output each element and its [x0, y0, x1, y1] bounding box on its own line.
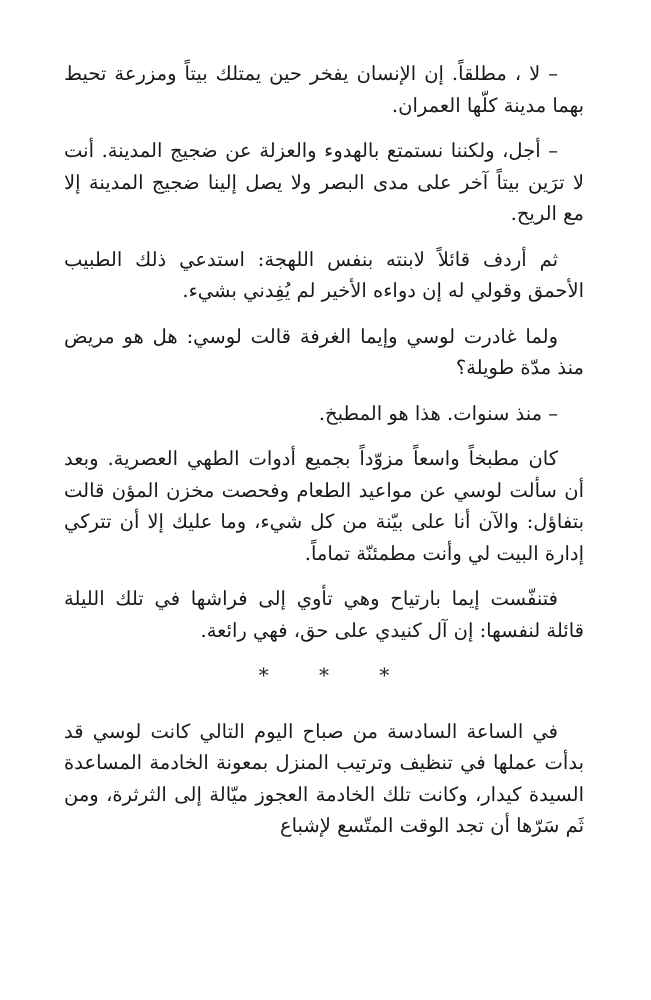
narrative-paragraph-4: ولما غادرت لوسي وإيما الغرفة قالت لوسي: هل هو مريض منذ مدّة طويلة؟ — [64, 324, 584, 379]
dialogue-paragraph-5: – منذ سنوات. هذا هو المطبخ. — [318, 401, 558, 425]
final-paragraph: في الساعة السادسة من صباح اليوم التالي كانت لوسي قد بدأت عملها في تنظيف وترتيب المنزل بمعونة الخادمة المساعدة السيدة كيدار، وكانت تلك الخادمة العجوز ميّالة إلى الثرثرة، ومن ثَم سَرّها أن تجد الوقت المتّسع لإشباع — [64, 719, 584, 837]
dialogue-paragraph-2: – أجل، ولكننا نستمتع بالهدوء والعزلة عن ضجيج المدينة. أنت لا ترَين بيتاً آخر على مدى البصر ولا يصل إلينا ضجيج المدينة إلا مع الريح. — [64, 139, 584, 225]
narrative-paragraph-3: ثم أردف قائلاً لابنته بنفس اللهجة: استدعي ذلك الطبيب الأحمق وقولي له إن دواءه الأخير لم يُفِدني بشيء. — [64, 247, 584, 302]
section-separator: * * * — [258, 663, 412, 687]
narrative-paragraph-6: كان مطبخاً واسعاً مزوّداً بجميع أدوات الطهي العصرية. وبعد أن سألت لوسي عن مواعيد الطعام وفحصت مخزن المؤن قالت بتفاؤل: والآن أنا على بيّنة من كل شيء، وما عليك إلا أن تتركي إدارة البيت لي وأنت مطمئنّة تماماً. — [64, 447, 584, 565]
book-page — [64, 58, 584, 856]
narrative-paragraph-7: فتنفّست إيما بارتياح وهي تأوي إلى فراشها في تلك الليلة قائلة لنفسها: إن آل كنيدي على حق، فهي رائعة. — [64, 587, 584, 642]
dialogue-paragraph-1: – لا ، مطلقاً. إن الإنسان يفخر حين يمتلك بيتاً ومزرعة تحيط بهما مدينة كلّها العمران. — [64, 62, 584, 117]
